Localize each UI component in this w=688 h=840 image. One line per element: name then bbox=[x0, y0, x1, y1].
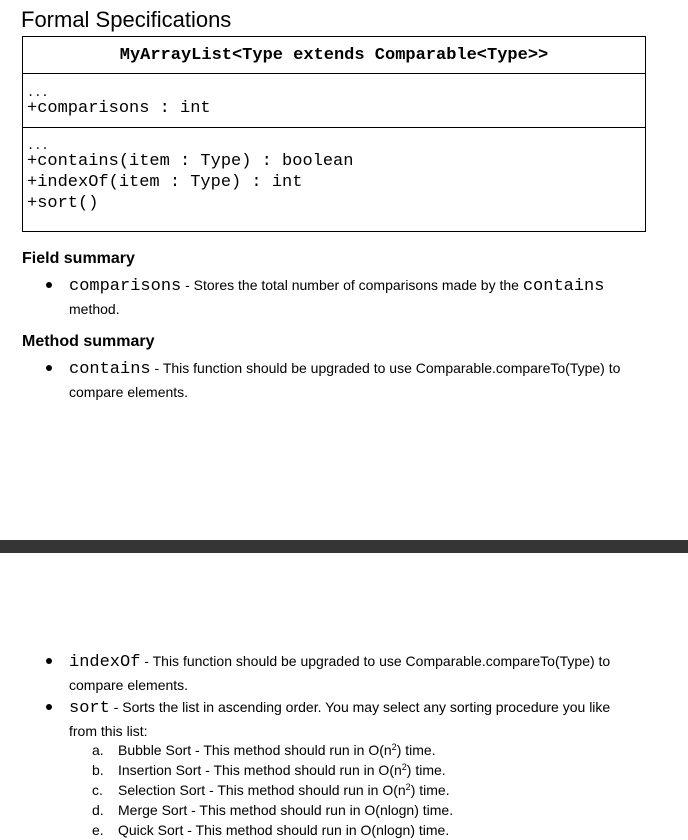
method-description: - This function should be upgraded to use Comparable.compareTo(Type) to bbox=[140, 653, 611, 669]
uml-fields-ellipsis: ... bbox=[27, 86, 49, 100]
uml-method: +sort() bbox=[27, 194, 99, 213]
sort-option-tail: ) time. bbox=[406, 762, 446, 778]
sort-option bbox=[92, 820, 453, 840]
field-inline-term: contains bbox=[522, 277, 605, 296]
method-term: indexOf bbox=[69, 653, 141, 672]
method-term: sort bbox=[69, 699, 110, 718]
sort-option bbox=[92, 780, 453, 800]
bullet-icon bbox=[46, 282, 52, 288]
sort-option-text: Bubble Sort - This method should run in O(n bbox=[118, 742, 392, 758]
method-summary-item-contains bbox=[69, 357, 649, 403]
bullet-icon bbox=[46, 658, 52, 664]
sort-option-exponent: 2 bbox=[405, 782, 411, 792]
method-description-continued: compare elements. bbox=[69, 677, 189, 693]
sort-option-text: Quick Sort - This method should run in O(nlogn) time. bbox=[118, 822, 450, 838]
sort-option-tail: ) time. bbox=[396, 742, 436, 758]
field-description-continued: method. bbox=[69, 301, 120, 317]
method-summary-heading: Method summary bbox=[22, 333, 155, 350]
sort-option-letter: c. bbox=[92, 782, 103, 798]
bullet-icon bbox=[46, 704, 52, 710]
field-summary-heading: Field summary bbox=[22, 250, 135, 267]
uml-fields-section bbox=[23, 74, 645, 128]
page-break-divider bbox=[0, 540, 688, 553]
uml-method: +contains(item : Type) : boolean bbox=[27, 152, 354, 171]
method-term: contains bbox=[69, 360, 151, 379]
sort-option-letter: e. bbox=[92, 822, 104, 838]
uml-class-name: MyArrayList<Type extends Comparable<Type>> bbox=[23, 37, 645, 74]
sort-option bbox=[92, 760, 453, 780]
field-description: - Stores the total number of comparisons made by the bbox=[181, 277, 523, 293]
method-description-continued: from this list: bbox=[69, 723, 148, 739]
uml-field: +comparisons : int bbox=[27, 99, 211, 118]
method-summary-item-sort bbox=[69, 696, 649, 742]
sort-options-list bbox=[92, 740, 453, 840]
field-summary-item bbox=[69, 274, 649, 320]
uml-class-diagram bbox=[22, 36, 646, 232]
field-term: comparisons bbox=[69, 277, 182, 296]
sort-option-exponent: 2 bbox=[391, 742, 397, 752]
sort-option bbox=[92, 800, 453, 820]
uml-method: +indexOf(item : Type) : int bbox=[27, 173, 303, 192]
uml-methods-section bbox=[23, 128, 645, 231]
method-description: - This function should be upgraded to use Comparable.compareTo(Type) to bbox=[150, 360, 621, 376]
sort-option bbox=[92, 740, 453, 760]
sort-option-text: Selection Sort - This method should run in O(n bbox=[118, 782, 406, 798]
bullet-icon bbox=[46, 365, 52, 371]
sort-option-letter: a. bbox=[92, 742, 104, 758]
sort-option-tail: ) time. bbox=[410, 782, 450, 798]
method-description: - Sorts the list in ascending order. You may select any sorting procedure you like bbox=[109, 699, 611, 715]
page-title: Formal Specifications bbox=[21, 7, 232, 32]
sort-option-text: Insertion Sort - This method should run in O(n bbox=[118, 762, 402, 778]
uml-methods-ellipsis: ... bbox=[27, 139, 49, 153]
sort-option-letter: d. bbox=[92, 802, 104, 818]
method-summary-item-indexof bbox=[69, 650, 649, 696]
sort-option-letter: b. bbox=[92, 762, 104, 778]
sort-option-exponent: 2 bbox=[401, 762, 407, 772]
method-description-continued: compare elements. bbox=[69, 384, 189, 400]
sort-option-text: Merge Sort - This method should run in O(nlogn) time. bbox=[118, 802, 454, 818]
